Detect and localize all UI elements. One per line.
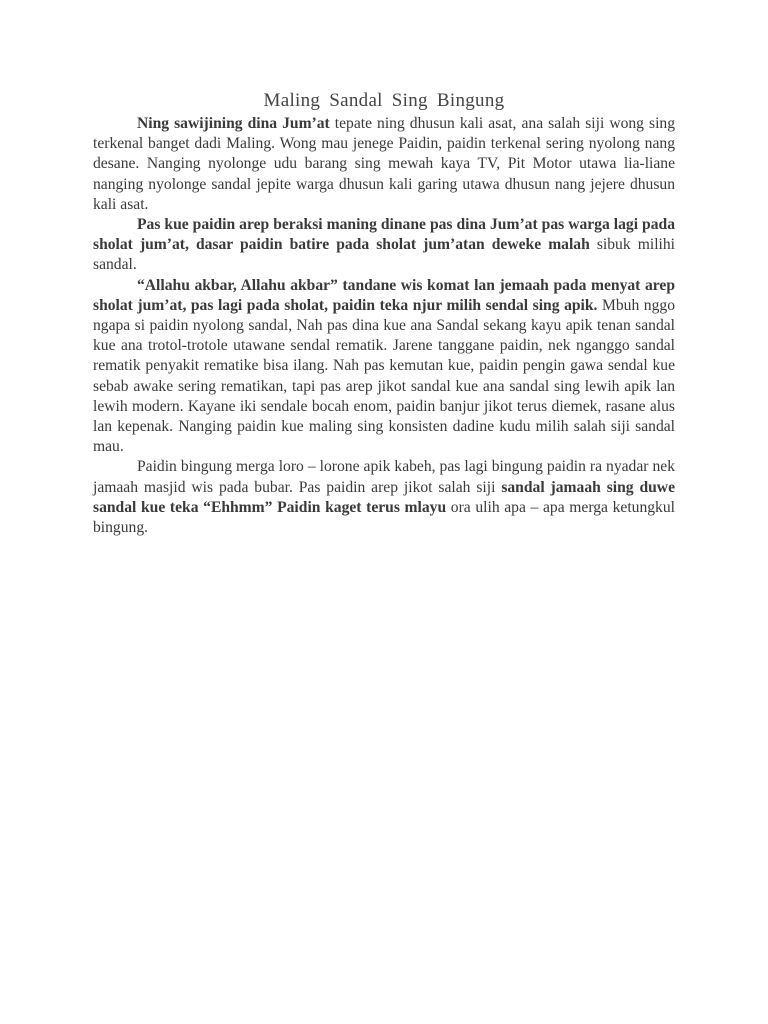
paragraph-2-text: sibuk milihi sandal. — [93, 236, 675, 274]
paragraph-3 — [93, 276, 675, 458]
paragraph-3-text: Mbuh nggo ngapa si paidin nyolong sandal, Nah pas dina kue ana Sandal sekang kayu apik tenan sandal kue ana trotol-trotole utawane sendal rematik. Jarene tanggane paidin, nek nganggo sandal rematik penyakit rematike bisa ilang. Nah pas kemutan kue, paidin pengin gawa sendal kue sebab awake sering rematikan, tapi pas arep jikot sandal kue ana sandal sing lewih apik lan lewih modern. Kayane iki sendale bocah enom, paidin banjur jikot terus diemek, rasane alus lan kepenak. Nanging paidin kue maling sing konsisten dadine kudu milih salah siji sandal mau. — [93, 296, 675, 456]
paragraph-4-text-before: Paidin bingung merga loro – lorone apik kabeh, pas lagi bingung paidin ra nyadar nek jamaah masjid wis pada bubar. Pas paidin arep jikot salah siji — [93, 458, 675, 496]
paragraph-2-bold-lead: Pas kue paidin arep beraksi maning dinane pas dina Jum’at pas warga lagi pada sholat jum’at, dasar paidin batire pada sholat jum’atan deweke malah — [93, 216, 675, 254]
paragraph-4 — [93, 457, 675, 538]
document-title: Maling Sandal Sing Bingung — [263, 90, 505, 111]
paragraph-1-text: tepate ning dhusun kali asat, ana salah siji wong sing terkenal banget dadi Maling. Wong mau jenege Paidin, paidin terkenal sering nyolong nang desane. Nanging nyolonge udu barang sing mewah kaya TV, Pit Motor utawa lia-liane nanging nyolonge sandal jepite warga dhusun kali garing utawa dhusun nang jejere dhusun kali asat. — [93, 115, 675, 213]
paragraph-4-text-after: ora ulih apa – apa merga ketungkul bingung. — [93, 498, 675, 537]
paragraph-1 — [93, 114, 675, 215]
paragraph-4-bold-mid: sandal jamaah sing duwe sandal kue teka “Ehhmm” Paidin kaget terus mlayu — [93, 478, 675, 516]
paragraph-3-bold-lead: “Allahu akbar, Allahu akbar” tandane wis komat lan jemaah pada menyat arep sholat jum’at, pas lagi pada sholat, paidin teka njur milih sendal sing apik. — [93, 276, 675, 314]
paragraph-2 — [93, 215, 675, 276]
document-body — [93, 88, 675, 538]
paragraph-1-bold-lead: Ning sawijining dina Jum’at — [137, 115, 330, 132]
